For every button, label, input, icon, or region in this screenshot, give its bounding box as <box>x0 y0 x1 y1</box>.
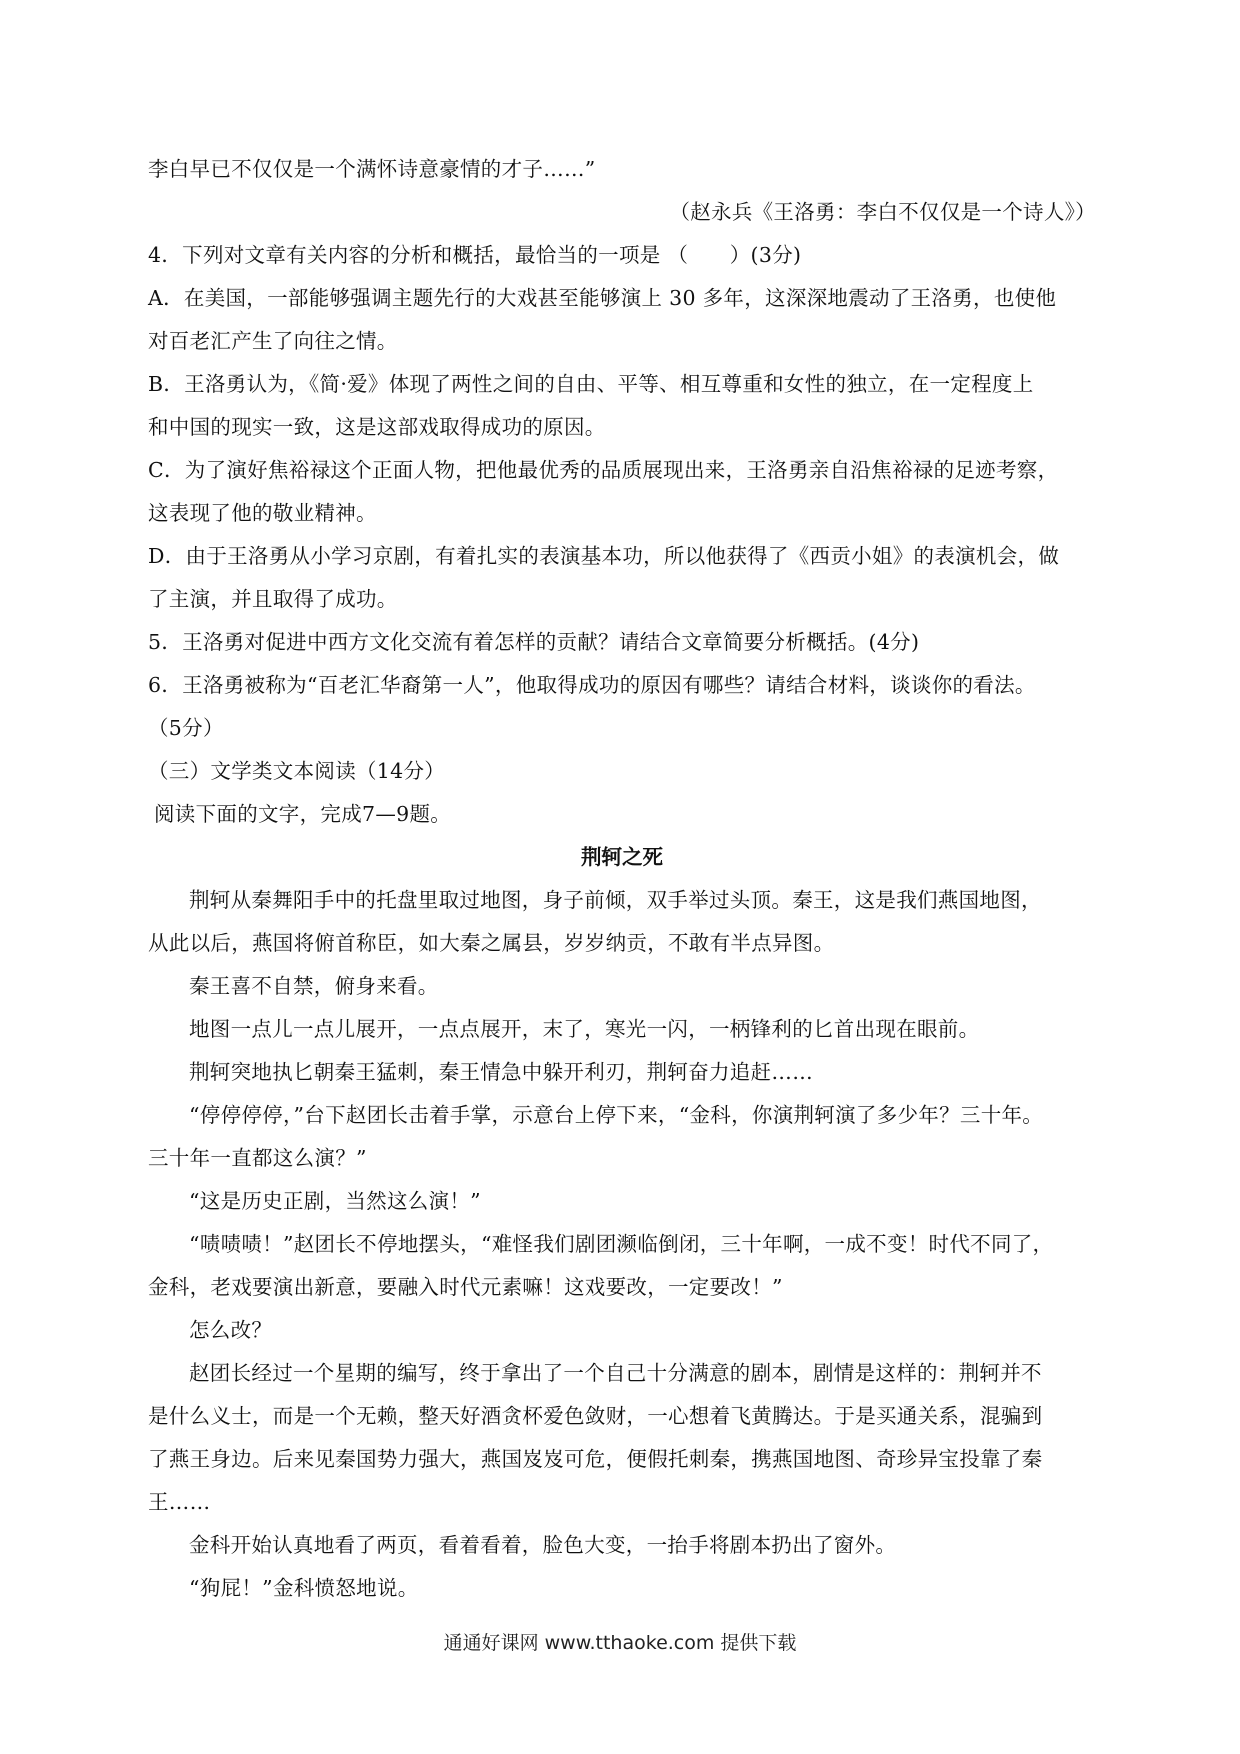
option-b-line-2: 和中国的现实一致，这是这部戏取得成功的原因。 <box>148 415 606 439</box>
story-paragraph-cont: 了燕王身边。后来见秦国势力强大，燕国岌岌可危，便假托刺秦，携燕国地图、奇珍异宝投靠了秦 <box>148 1447 1043 1471</box>
story-title: 荆轲之死 <box>581 845 663 869</box>
story-paragraph-cont: 是什么义士，而是一个无赖，整天好酒贪杯爱色敛财，一心想着飞黄腾达。于是买通关系，混骗到 <box>148 1404 1043 1428</box>
section-heading: （三）文学类文本阅读（14分） <box>148 759 446 783</box>
story-paragraph-cont: 三十年一直都这么演？” <box>148 1146 367 1170</box>
story-paragraph: 地图一点儿一点儿展开，一点点展开，末了，寒光一闪，一柄锋利的匕首出现在眼前。 <box>189 1017 980 1041</box>
option-a-line-2: 对百老汇产生了向往之情。 <box>148 329 398 353</box>
page-footer: 通通好课网 www.tthaoke.com 提供下载 <box>443 1632 797 1654</box>
question-6-line-1: 6．王洛勇被称为“百老汇华裔第一人”，他取得成功的原因有哪些？请结合材料，谈谈你的看法。 <box>148 673 1036 697</box>
story-paragraph: 荆轲突地执匕朝秦王猛刺，秦王情急中躲开利刃，荆轲奋力追赶…… <box>189 1060 813 1084</box>
option-d-line-1: D．由于王洛勇从小学习京剧，有着扎实的表演基本功，所以他获得了《西贡小姐》的表演机会，做 <box>148 544 1060 568</box>
citation: （赵永兵《王洛勇：李白不仅仅是一个诗人》） <box>669 200 1096 224</box>
story-paragraph-cont: 王…… <box>148 1490 211 1514</box>
story-paragraph-cont: 金科，老戏要演出新意，要融入时代元素嘛！这戏要改，一定要改！” <box>148 1275 783 1299</box>
story-paragraph: 金科开始认真地看了两页，看着看着，脸色大变，一抬手将剧本扔出了窗外。 <box>189 1533 897 1557</box>
story-paragraph: “狗屁！”金科愤怒地说。 <box>189 1576 419 1600</box>
story-paragraph: “停停停停，”台下赵团长击着手掌，示意台上停下来，“金科，你演荆轲演了多少年？三十年。 <box>189 1103 1044 1127</box>
story-paragraph: 怎么改？ <box>189 1318 273 1342</box>
question-5: 5．王洛勇对促进中西方文化交流有着怎样的贡献？请结合文章简要分析概括。(4分) <box>148 630 920 654</box>
document-body <box>148 148 1096 1610</box>
story-paragraph: “这是历史正剧，当然这么演！” <box>189 1189 481 1213</box>
passage-tail: 李白早已不仅仅是一个满怀诗意豪情的才子……” <box>148 157 596 181</box>
story-paragraph: 赵团长经过一个星期的编写，终于拿出了一个自己十分满意的剧本，剧情是这样的：荆轲并不 <box>189 1361 1042 1385</box>
question-6-line-2: （5分） <box>148 716 224 740</box>
option-c-line-2: 这表现了他的敬业精神。 <box>148 501 377 525</box>
reading-instruction: 阅读下面的文字，完成7—9题。 <box>154 802 452 826</box>
story-paragraph: 荆轲从秦舞阳手中的托盘里取过地图，身子前倾，双手举过头顶。秦王，这是我们燕国地图， <box>189 888 1042 912</box>
option-d-line-2: 了主演，并且取得了成功。 <box>148 587 398 611</box>
story-paragraph-cont: 从此以后，燕国将俯首称臣，如大秦之属县，岁岁纳贡，不敢有半点异图。 <box>148 931 835 955</box>
option-a-line-1: A．在美国，一部能够强调主题先行的大戏甚至能够演上 30 多年，这深深地震动了王洛勇，也使他 <box>148 286 1057 310</box>
option-b-line-1: B．王洛勇认为，《简·爱》体现了两性之间的自由、平等、相互尊重和女性的独立，在一定程度上 <box>148 372 1034 396</box>
story-paragraph: 秦王喜不自禁，俯身来看。 <box>189 974 439 998</box>
question-4-stem: 4．下列对文章有关内容的分析和概括，最恰当的一项是 （ ）(3分) <box>148 243 802 267</box>
story-paragraph: “啧啧啧！”赵团长不停地摆头，“难怪我们剧团濒临倒闭，三十年啊，一成不变！时代不同了， <box>189 1232 1054 1256</box>
option-c-line-1: C．为了演好焦裕禄这个正面人物，把他最优秀的品质展现出来，王洛勇亲自沿焦裕禄的足迹考察， <box>148 458 1059 482</box>
